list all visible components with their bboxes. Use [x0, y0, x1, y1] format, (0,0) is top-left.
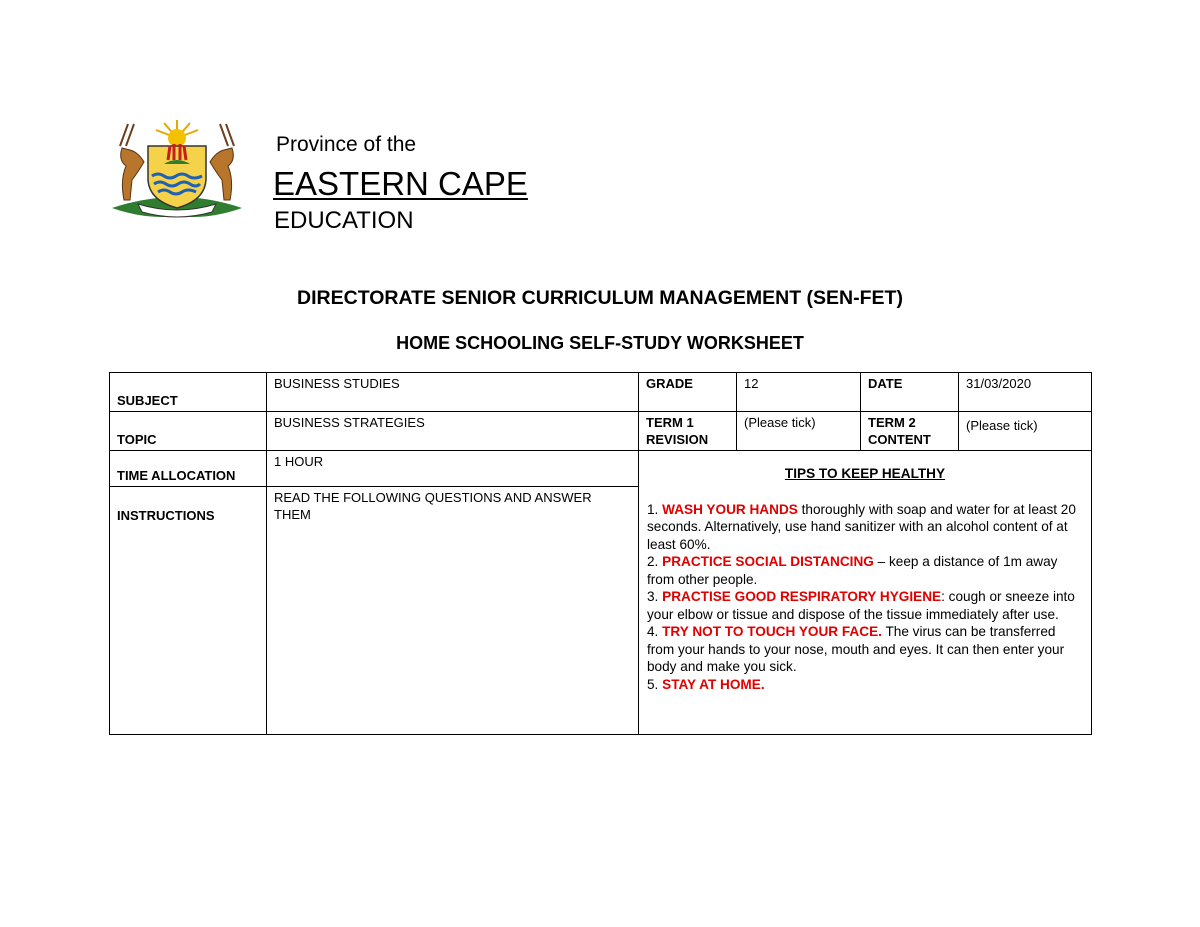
- tip-item: 5. STAY AT HOME.: [647, 676, 765, 692]
- instructions-value: READ THE FOLLOWING QUESTIONS AND ANSWER THEM: [267, 487, 639, 735]
- subject-label: SUBJECT: [110, 373, 267, 412]
- province-line: Province of the: [276, 133, 417, 156]
- tips-list: [647, 501, 1083, 694]
- worksheet-info-table: [109, 372, 1092, 735]
- term2-label-line2: CONTENT: [868, 432, 931, 447]
- tips-title: TIPS TO KEEP HEALTHY: [784, 466, 946, 481]
- table-row-topic: [110, 412, 1092, 451]
- grade-value: 12: [737, 373, 861, 412]
- term2-label: [861, 412, 959, 451]
- tip-item: 4. TRY NOT TO TOUCH YOUR FACE. The virus can be transferred from your hands to your nose, mouth and eyes. It can then enter your body and make you sick.: [647, 624, 1065, 674]
- subject-value: BUSINESS STUDIES: [267, 373, 639, 412]
- time-allocation-label: TIME ALLOCATION: [110, 451, 267, 487]
- topic-value: BUSINESS STRATEGIES: [267, 412, 639, 451]
- date-value: 31/03/2020: [959, 373, 1092, 412]
- tip-item: 1. WASH YOUR HANDS thoroughly with soap and water for at least 20 seconds. Alternatively, use hand sanitizer with an alcohol content of at least 60%.: [647, 501, 1076, 552]
- province-name: EASTERN CAPE: [273, 165, 528, 202]
- time-allocation-value: 1 HOUR: [267, 451, 639, 487]
- worksheet-title: HOME SCHOOLING SELF-STUDY WORKSHEET: [396, 333, 804, 353]
- grade-label: GRADE: [639, 373, 737, 412]
- instructions-label: INSTRUCTIONS: [110, 487, 267, 735]
- term1-label-line2: REVISION: [646, 432, 709, 447]
- tip-item: 3. PRACTISE GOOD RESPIRATORY HYGIENE: cough or sneeze into your elbow or tissue and dispose of the tissue immediately after use.: [647, 589, 1075, 622]
- term1-label: [639, 412, 737, 451]
- table-row-subject: [110, 373, 1092, 412]
- topic-label: TOPIC: [110, 412, 267, 451]
- date-label: DATE: [861, 373, 959, 412]
- tips-panel: [639, 451, 1092, 735]
- directorate-heading: DIRECTORATE SENIOR CURRICULUM MANAGEMENT (SEN-FET): [297, 287, 903, 309]
- table-row-time: [110, 451, 1092, 487]
- term2-label-line1: TERM 2: [868, 415, 916, 430]
- term1-label-line1: TERM 1: [646, 415, 694, 430]
- term1-tick-box[interactable]: (Please tick): [737, 412, 861, 451]
- term2-tick-box[interactable]: (Please tick): [959, 412, 1092, 451]
- department-name: EDUCATION: [274, 207, 414, 234]
- tip-item: 2. PRACTICE SOCIAL DISTANCING – keep a distance of 1m away from other people.: [647, 554, 1058, 587]
- coat-of-arms-icon: [108, 116, 246, 226]
